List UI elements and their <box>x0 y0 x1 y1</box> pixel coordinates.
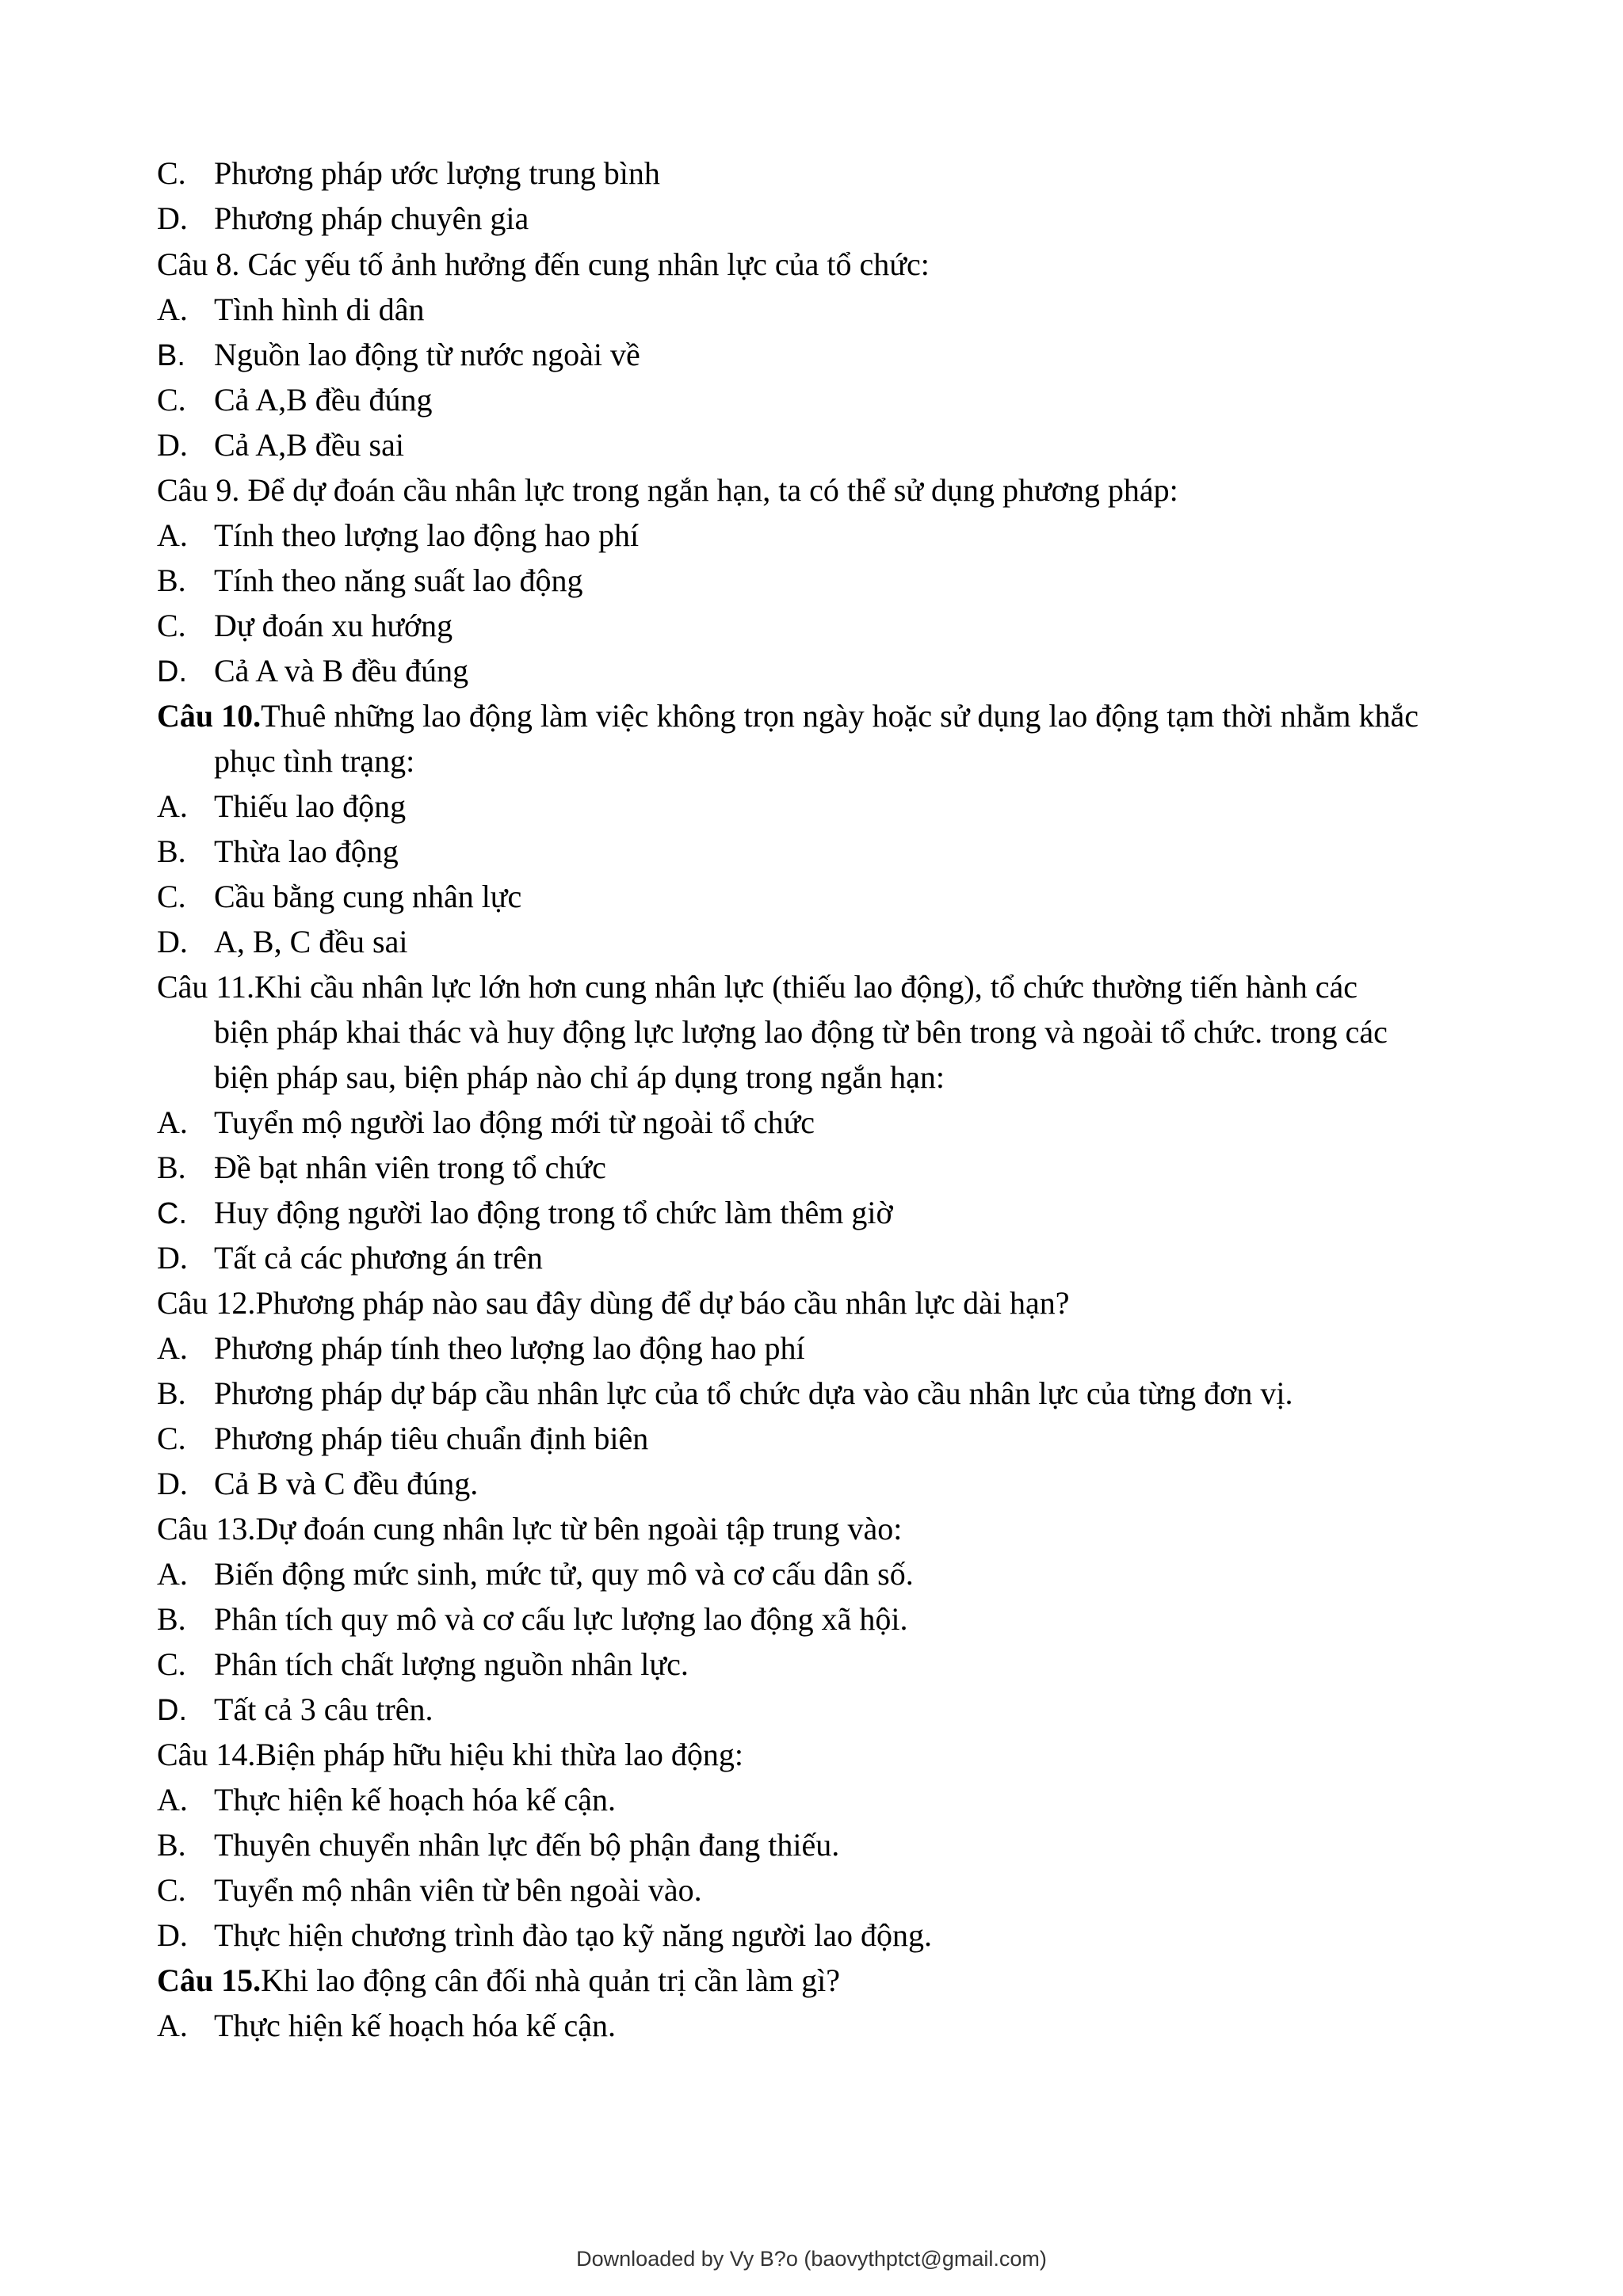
q8-option-b: B. Nguồn lao động từ nước ngoài về <box>157 337 640 372</box>
q11-option-d: D. Tất cả các phương án trên <box>157 1240 543 1276</box>
q9-option-a: A. Tính theo lượng lao động hao phí <box>157 517 640 553</box>
question-11-continuation-2: biện pháp sau, biện pháp nào chỉ áp dụng trong ngắn hạn: <box>214 1059 945 1095</box>
question-14: Câu 14.Biện pháp hữu hiệu khi thừa lao động: <box>157 1737 743 1772</box>
question-15: Câu 15.Khi lao động cân đối nhà quản trị cần làm gì? <box>157 1962 841 1998</box>
q11-option-a: A. Tuyển mộ người lao động mới từ ngoài tổ chức <box>157 1104 815 1140</box>
q13-option-c: C. Phân tích chất lượng nguồn nhân lực. <box>157 1646 689 1682</box>
q13-option-b: B. Phân tích quy mô và cơ cấu lực lượng lao động xã hội. <box>157 1601 908 1637</box>
q8-option-a: A. Tình hình di dân <box>157 292 425 327</box>
q14-option-b: B. Thuyên chuyển nhân lực đến bộ phận đang thiếu. <box>157 1827 840 1863</box>
option-c: C. Phương pháp ước lượng trung bình <box>157 155 660 191</box>
download-footer: Downloaded by Vy B?o (baovythptct@gmail.com) <box>576 2247 1047 2271</box>
q9-option-c: C. Dự đoán xu hướng <box>157 608 453 643</box>
question-13: Câu 13.Dự đoán cung nhân lực từ bên ngoài tập trung vào: <box>157 1511 903 1547</box>
question-10-continuation: phục tình trạng: <box>214 743 415 779</box>
q12-option-a: A. Phương pháp tính theo lượng lao động hao phí <box>157 1330 805 1366</box>
question-11: Câu 11.Khi cầu nhân lực lớn hơn cung nhân lực (thiếu lao động), tổ chức thường tiến hành các <box>157 969 1358 1005</box>
q12-option-d: D. Cả B và C đều đúng. <box>157 1466 479 1501</box>
q11-option-b: B. Đề bạt nhân viên trong tổ chức <box>157 1150 606 1185</box>
q12-option-b: B. Phương pháp dự báp cầu nhân lực của tổ chức dựa vào cầu nhân lực của từng đơn vị. <box>157 1375 1293 1411</box>
q10-option-c: C. Cầu bằng cung nhân lực <box>157 879 522 914</box>
q13-option-d: D. Tất cả 3 câu trên. <box>157 1691 433 1727</box>
q11-option-c: C. Huy động người lao động trong tổ chức làm thêm giờ <box>157 1195 893 1230</box>
q14-option-c: C. Tuyển mộ nhân viên từ bên ngoài vào. <box>157 1872 702 1908</box>
q13-option-a: A. Biến động mức sinh, mức tử, quy mô và cơ cấu dân số. <box>157 1556 914 1592</box>
question-8: Câu 8. Các yếu tố ảnh hưởng đến cung nhân lực của tổ chức: <box>157 246 930 282</box>
question-11-continuation-1: biện pháp khai thác và huy động lực lượng lao động từ bên trong và ngoài tổ chức. trong các <box>214 1014 1388 1050</box>
q9-option-b: B. Tính theo năng suất lao động <box>157 563 583 598</box>
question-12: Câu 12.Phương pháp nào sau đây dùng để dự báo cầu nhân lực dài hạn? <box>157 1285 1070 1321</box>
q10-option-a: A. Thiếu lao động <box>157 788 407 824</box>
q8-option-d: D. Cả A,B đều sai <box>157 427 404 463</box>
q9-option-d: D. Cả A và B đều đúng <box>157 653 469 688</box>
q10-option-d: D. A, B, C đều sai <box>157 924 408 959</box>
question-10: Câu 10.Thuê những lao động làm việc không trọn ngày hoặc sử dụng lao động tạm thời nhằm khắc <box>157 698 1419 734</box>
q14-option-a: A. Thực hiện kế hoạch hóa kế cận. <box>157 1782 617 1817</box>
q12-option-c: C. Phương pháp tiêu chuẩn định biên <box>157 1421 649 1456</box>
question-9: Câu 9. Để dự đoán cầu nhân lực trong ngắn hạn, ta có thể sử dụng phương pháp: <box>157 472 1178 508</box>
q15-option-a: A. Thực hiện kế hoạch hóa kế cận. <box>157 2008 617 2043</box>
q8-option-c: C. Cả A,B đều đúng <box>157 382 433 418</box>
option-d: D. Phương pháp chuyên gia <box>157 200 529 236</box>
q10-option-b: B. Thừa lao động <box>157 833 399 869</box>
q14-option-d: D. Thực hiện chương trình đào tạo kỹ năng người lao động. <box>157 1917 933 1953</box>
